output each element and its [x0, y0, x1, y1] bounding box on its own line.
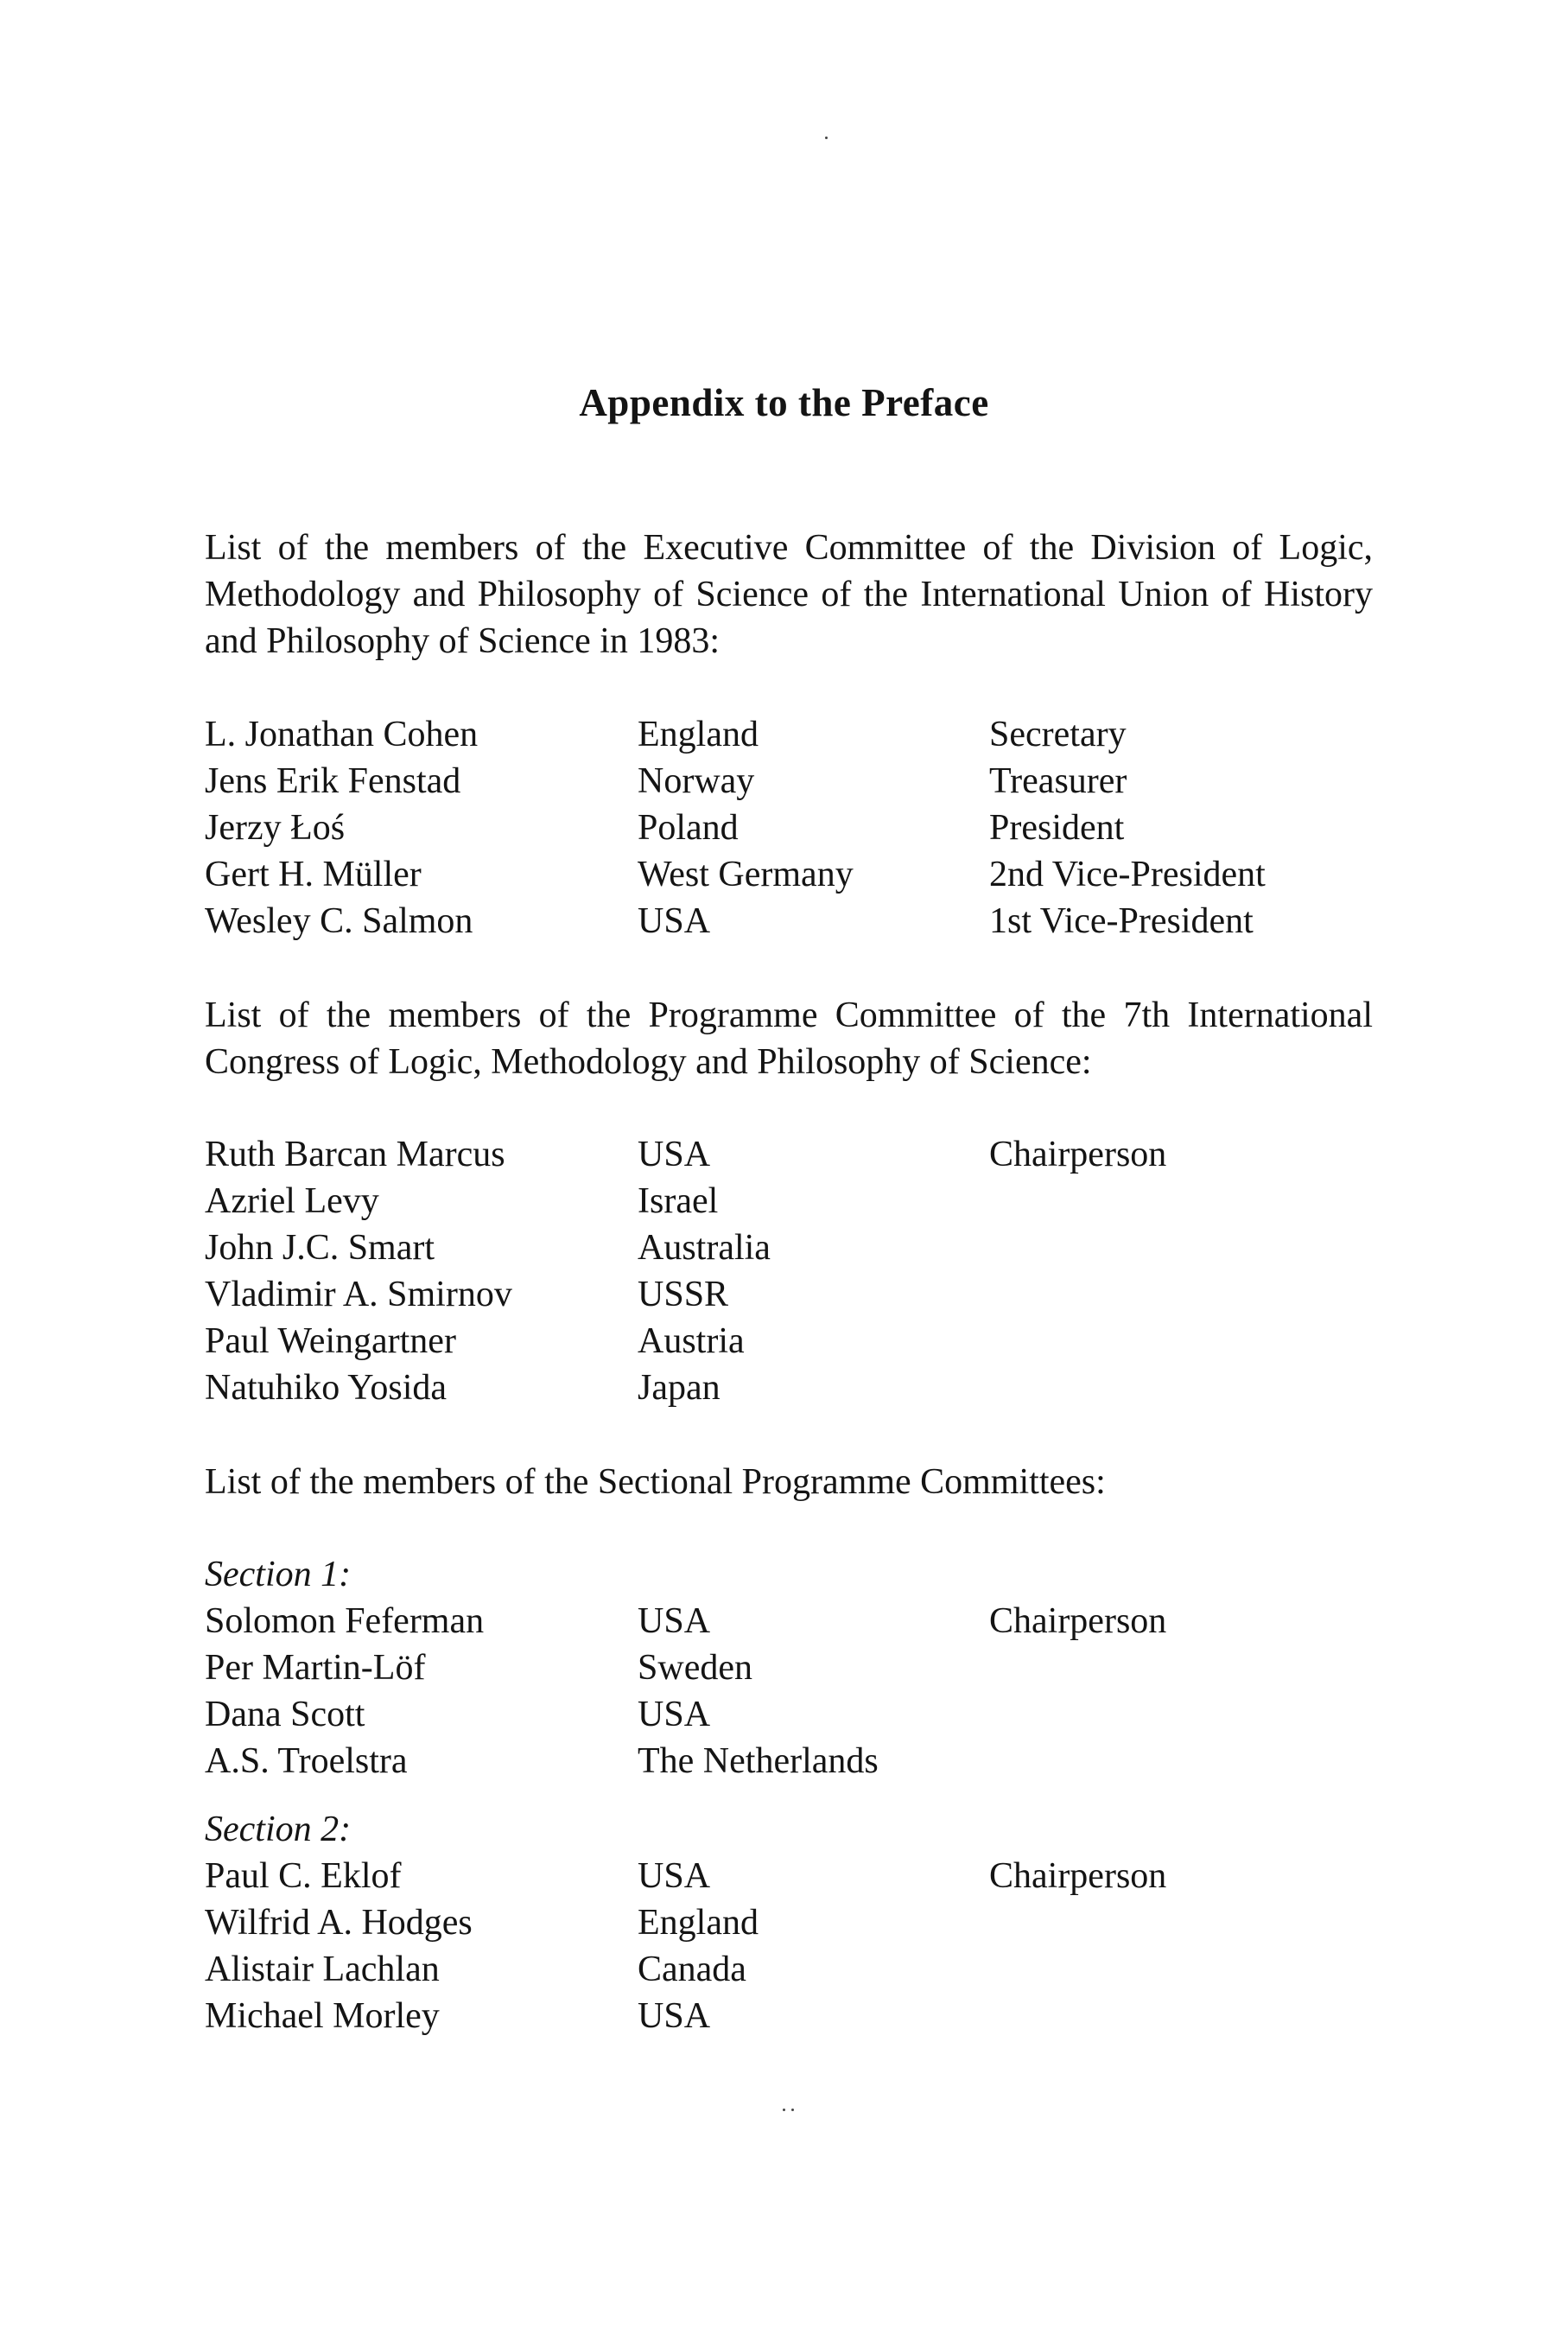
table-row — [205, 1598, 1414, 1644]
member-country: Norway — [638, 761, 755, 801]
member-name: Natuhiko Yosida — [205, 1368, 448, 1408]
table-row — [205, 1853, 1414, 1899]
table-row — [205, 1225, 1414, 1271]
member-name: A.S. Troelstra — [205, 1741, 408, 1781]
table-row — [205, 1644, 1414, 1691]
table-row — [205, 898, 1414, 945]
table-row — [205, 758, 1414, 805]
member-name: John J.C. Smart — [205, 1228, 435, 1268]
member-role: President — [989, 808, 1125, 848]
member-country: USA — [638, 1996, 711, 2036]
member-name: Paul C. Eklof — [205, 1856, 402, 1896]
table-row — [205, 1271, 1414, 1318]
member-role: 1st Vice-President — [989, 901, 1254, 941]
member-name: Paul Weingartner — [205, 1321, 456, 1361]
table-row — [205, 851, 1414, 898]
table-row — [205, 1738, 1414, 1784]
member-name: Alistair Lachlan — [205, 1950, 440, 1989]
section-2-table — [205, 1806, 1414, 2039]
executive-intro: List of the members of the Executive Committee of the Division of Logic, Methodology and Philosophy of Science of the International Union of History and Philosophy of Science in 1983: — [205, 528, 1373, 661]
member-country: USSR — [638, 1275, 729, 1314]
programme-intro: List of the members of the Programme Committee of the 7th International Congress of Logic, Methodology and Philosophy of Science: — [205, 996, 1373, 1082]
member-name: Azriel Levy — [205, 1181, 379, 1221]
member-country: Austria — [638, 1321, 745, 1361]
member-name: Vladimir A. Smirnov — [205, 1275, 512, 1314]
member-country: The Netherlands — [638, 1741, 879, 1781]
member-role: Chairperson — [989, 1135, 1167, 1174]
member-country: England — [638, 715, 759, 754]
member-role: 2nd Vice-President — [989, 855, 1266, 894]
speck-mark — [791, 2109, 794, 2111]
executive-table — [205, 711, 1414, 945]
member-country: Australia — [638, 1228, 771, 1268]
member-name: Ruth Barcan Marcus — [205, 1135, 505, 1174]
table-row — [205, 1365, 1414, 1411]
member-country: USA — [638, 901, 711, 941]
table-row — [205, 711, 1414, 758]
programme-table — [205, 1131, 1414, 1411]
member-name: Gert H. Müller — [205, 855, 422, 894]
member-role: Secretary — [989, 715, 1127, 754]
member-name: Solomon Feferman — [205, 1601, 485, 1641]
member-country: England — [638, 1903, 759, 1943]
member-country: Sweden — [638, 1648, 752, 1688]
member-country: Japan — [638, 1368, 721, 1408]
speck-mark — [783, 2109, 785, 2111]
member-country: USA — [638, 1695, 711, 1734]
member-country: USA — [638, 1856, 711, 1896]
member-name: L. Jonathan Cohen — [205, 715, 479, 754]
table-row — [205, 1318, 1414, 1365]
table-row — [205, 1178, 1414, 1225]
member-country: Poland — [638, 808, 739, 848]
page-title: Appendix to the Preface — [579, 381, 989, 424]
sectional-intro: List of the members of the Sectional Programme Committees: — [205, 1462, 1106, 1502]
table-row — [205, 1899, 1414, 1946]
section-heading: Section 2: — [205, 1810, 352, 1849]
member-country: West Germany — [638, 855, 854, 894]
table-row — [205, 1946, 1414, 1993]
member-name: Wilfrid A. Hodges — [205, 1903, 473, 1943]
member-name: Per Martin-Löf — [205, 1648, 426, 1688]
member-country: USA — [638, 1135, 711, 1174]
speck-mark — [825, 137, 828, 139]
member-country: USA — [638, 1601, 711, 1641]
member-name: Michael Morley — [205, 1996, 440, 2036]
member-role: Chairperson — [989, 1601, 1167, 1641]
member-role: Chairperson — [989, 1856, 1167, 1896]
table-row — [205, 805, 1414, 851]
table-row — [205, 1993, 1414, 2039]
member-country: Canada — [638, 1950, 746, 1989]
member-name: Jerzy Łoś — [205, 808, 346, 848]
member-name: Jens Erik Fenstad — [205, 761, 461, 801]
member-role: Treasurer — [989, 761, 1127, 801]
member-name: Wesley C. Salmon — [205, 901, 473, 941]
table-row — [205, 1691, 1414, 1738]
member-name: Dana Scott — [205, 1695, 365, 1734]
section-heading: Section 1: — [205, 1555, 352, 1594]
section-1-table — [205, 1551, 1414, 1784]
member-country: Israel — [638, 1181, 719, 1221]
table-row — [205, 1131, 1414, 1178]
